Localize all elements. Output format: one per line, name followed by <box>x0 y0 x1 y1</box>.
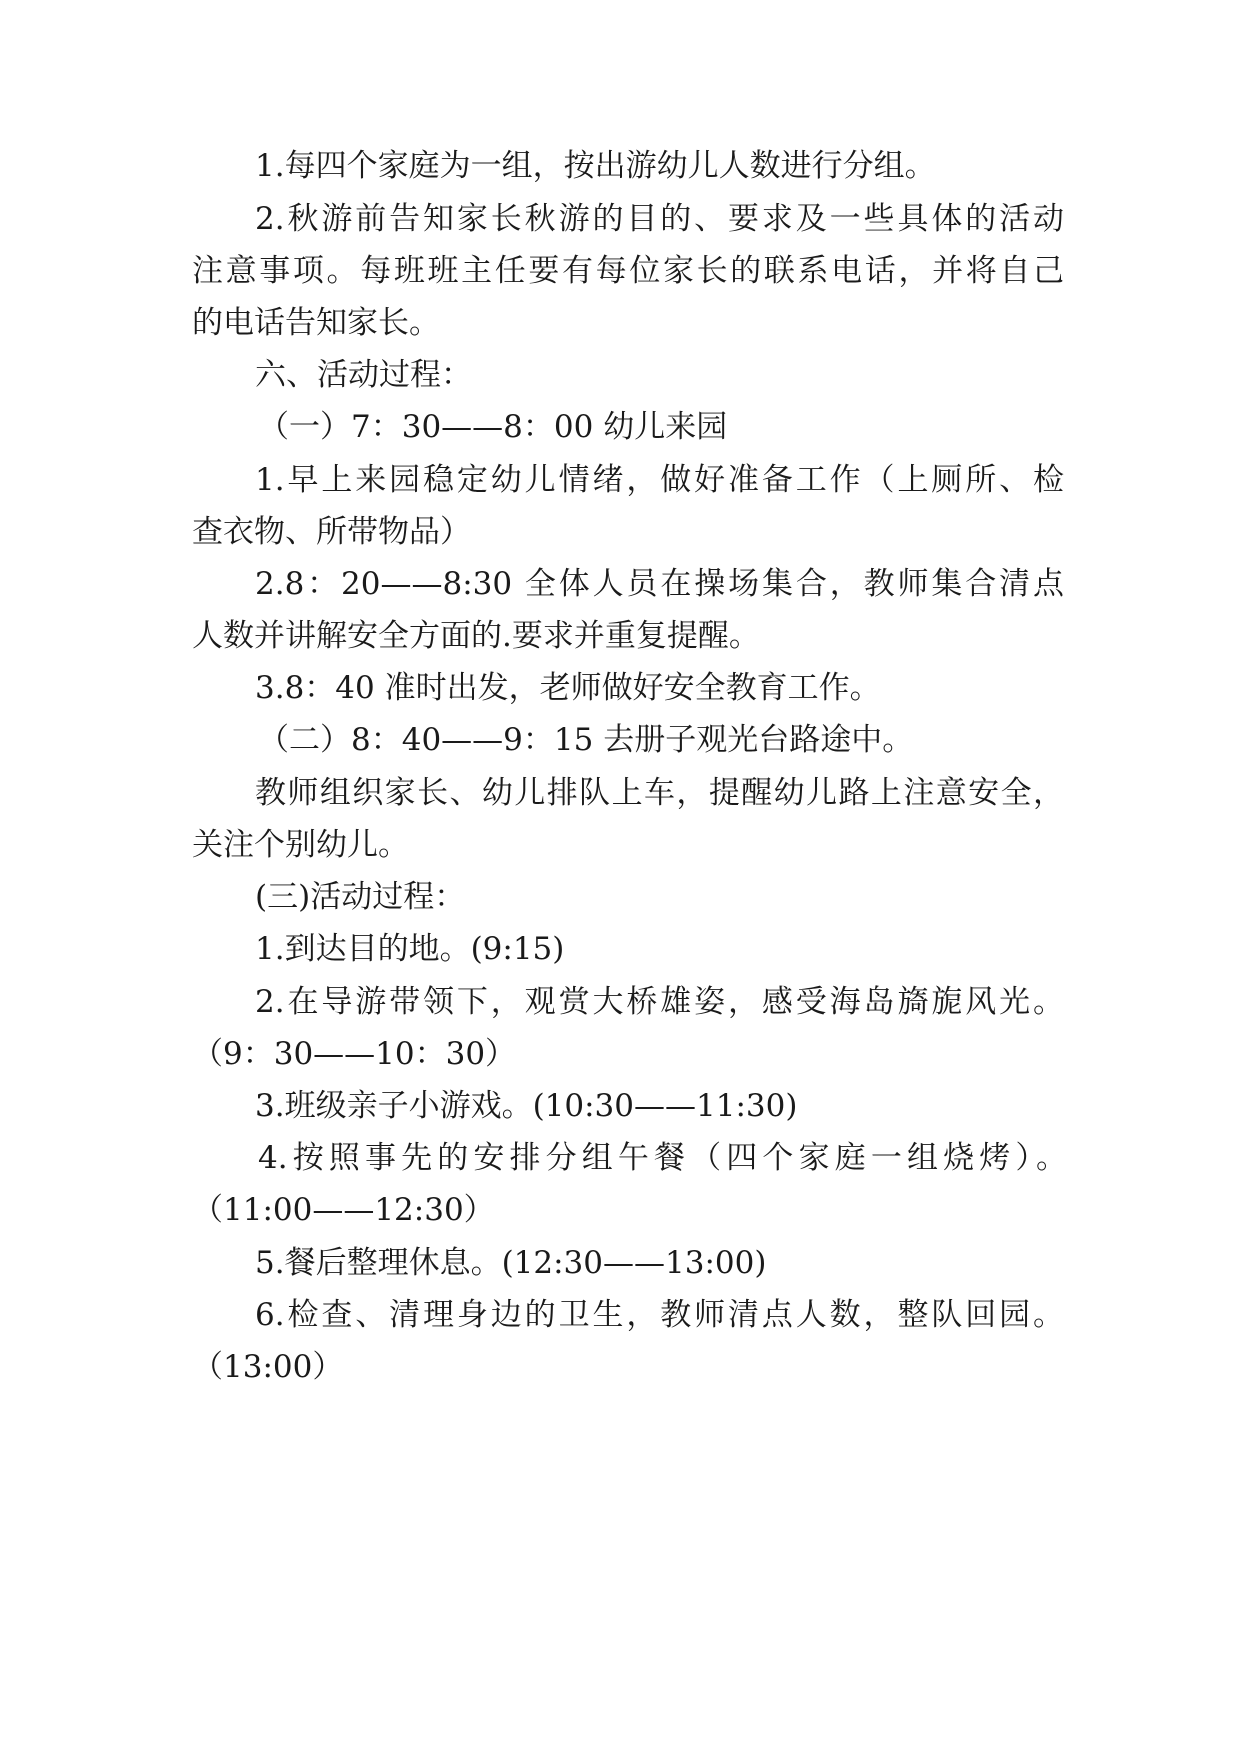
paragraph-line: 注意事项。每班班主任要有每位家长的联系电话，并将自己 <box>192 253 1064 289</box>
paragraph-line: 2.8：20——8:30 全体人员在操场集合，教师集合清点 <box>255 566 1064 602</box>
paragraph-line: 教师组织家长、幼儿排队上车，提醒幼儿路上注意安全， <box>255 775 1064 811</box>
paragraph-line: 2.秋游前告知家长秋游的目的、要求及一些具体的活动 <box>255 201 1064 237</box>
paragraph-line: 1.每四个家庭为一组，按出游幼儿人数进行分组。 <box>255 148 936 184</box>
paragraph-line: 2.在导游带领下，观赏大桥雄姿，感受海岛旖旎风光。 <box>255 984 1064 1020</box>
paragraph-line: 6.检查、清理身边的卫生，教师清点人数，整队回园。 <box>255 1297 1064 1333</box>
section-heading: 六、活动过程： <box>255 357 472 393</box>
subsection-heading: （二）8：40——9：15 去册子观光台路途中。 <box>258 722 914 758</box>
paragraph-line: 关注个别幼儿。 <box>192 827 409 863</box>
subsection-heading: （一）7：30——8：00 幼儿来园 <box>258 409 728 445</box>
paragraph-line: （9：30——10：30） <box>192 1036 517 1072</box>
paragraph-line: 1.早上来园稳定幼儿情绪，做好准备工作（上厕所、检 <box>255 462 1064 498</box>
paragraph-line: 人数并讲解安全方面的.要求并重复提醒。 <box>192 618 760 654</box>
paragraph-line: 3.班级亲子小游戏。(10:30——11:30) <box>255 1088 798 1124</box>
paragraph-line: 4.按照事先的安排分组午餐（四个家庭一组烧烤）。 <box>258 1140 1067 1176</box>
subsection-heading: (三)活动过程： <box>255 879 466 915</box>
paragraph-line: 查衣物、所带物品） <box>192 514 471 550</box>
paragraph-line: 的电话告知家长。 <box>192 305 440 341</box>
paragraph-line: 1.到达目的地。(9:15) <box>255 931 565 967</box>
paragraph-line: （11:00——12:30） <box>192 1192 495 1228</box>
paragraph-line: （13:00） <box>192 1349 344 1385</box>
paragraph-line: 3.8：40 准时出发，老师做好安全教育工作。 <box>255 670 881 706</box>
paragraph-line: 5.餐后整理休息。(12:30——13:00) <box>255 1245 767 1281</box>
